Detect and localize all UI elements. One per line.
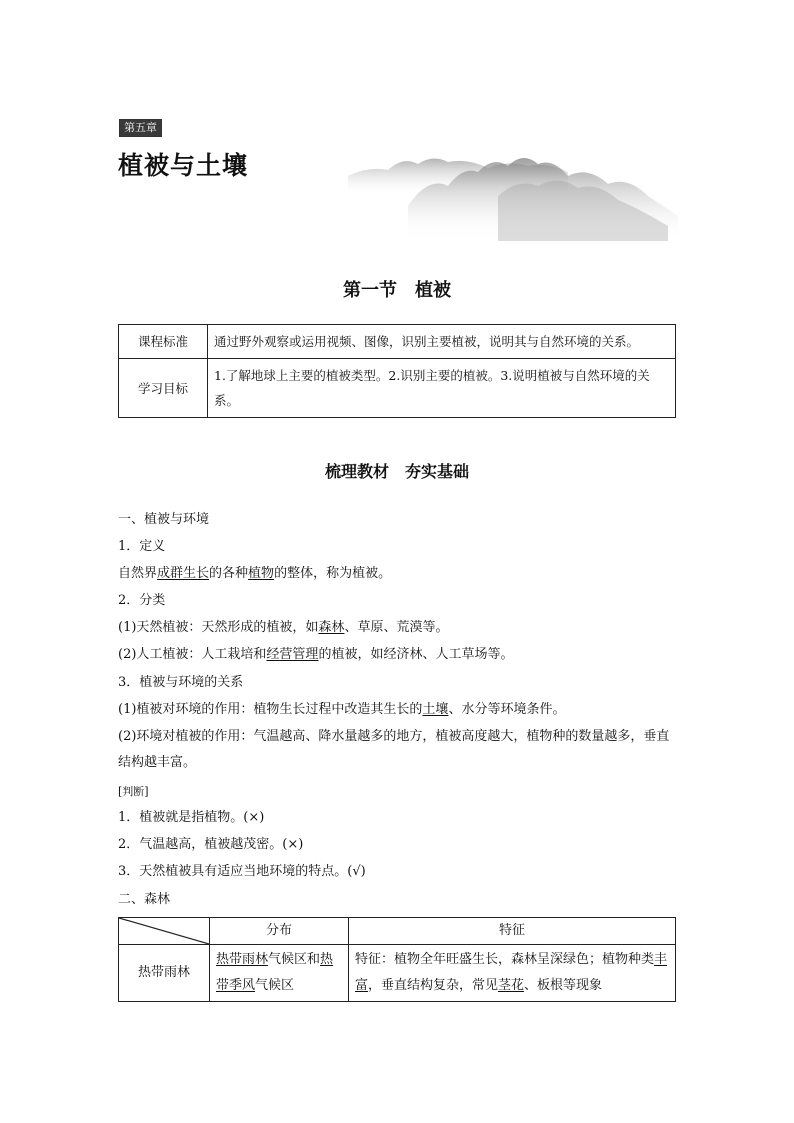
- column-header-features: 特征: [349, 918, 676, 945]
- underlined-term: 植物: [248, 566, 275, 581]
- table-cell-content: 通过野外观察或运用视频、图像，识别主要植被，说明其与自然环境的关系。: [208, 325, 676, 359]
- text: 自然界: [118, 566, 158, 581]
- text: ，垂直结构复杂，常见: [368, 978, 499, 993]
- cell-distribution: [210, 945, 349, 1002]
- underlined-term: 经营管理: [266, 647, 319, 662]
- underlined-term: 热带雨林: [216, 952, 269, 967]
- table-row: [119, 325, 676, 359]
- underlined-term: 森林: [318, 620, 345, 635]
- text: (1)植被对环境的作用：植物生长过程中改造其生长的: [118, 702, 423, 717]
- classification-artificial: [118, 646, 678, 664]
- text: 的各种: [209, 566, 249, 581]
- cell-features: [349, 945, 676, 1002]
- relationship-environment-effect: (2)环境对植被的作用：气温越高、降水量越多的地方，植被高度越大，植物种的数量越多，垂直结构越丰富。: [118, 729, 670, 770]
- underlined-term: 热带季风: [216, 952, 334, 993]
- text: 气候区: [255, 978, 295, 993]
- classification-natural: [118, 619, 678, 637]
- definition-text: [118, 565, 678, 583]
- underlined-term: 丰富: [355, 952, 668, 993]
- heading-forest: 二、森林: [118, 892, 171, 907]
- text: 的整体，称为植被。: [274, 566, 392, 581]
- chapter-title: 植被与土壤: [118, 151, 249, 180]
- table-header-row: [119, 918, 676, 945]
- table-cell-content: 1.了解地球上主要的植被类型。2.识别主要的植被。3.说明植被与自然环境的关系。: [208, 359, 676, 418]
- table-row: [119, 945, 676, 1002]
- text: 气候区和: [268, 952, 321, 967]
- row-label-tropical-rainforest: 热带雨林: [119, 945, 210, 1002]
- forest-table: [118, 917, 676, 1002]
- relationship-vegetation-effect: [118, 701, 678, 719]
- text: (2)人工植被：人工栽培和: [118, 647, 267, 662]
- table-cell-label: 学习目标: [119, 359, 208, 418]
- text: 特征：植物全年旺盛生长，森林呈深绿色；植物种类: [355, 952, 655, 967]
- underlined-term: 土壤: [422, 702, 449, 717]
- judge-label: [判断]: [118, 785, 149, 798]
- table-row: [119, 359, 676, 418]
- judge-item-2: 2．气温越高，植被越茂密。(×): [118, 837, 304, 852]
- standards-table: [118, 324, 676, 418]
- table-cell-label: 课程标准: [119, 325, 208, 359]
- judge-item-1: 1．植被就是指植物。(×): [118, 810, 265, 825]
- underlined-term: 成群生长: [157, 566, 210, 581]
- text: 、板根等现象: [524, 978, 603, 993]
- column-header-distribution: 分布: [210, 918, 349, 945]
- section-title: 第一节 植被: [343, 280, 451, 301]
- text: 、水分等环境条件。: [448, 702, 566, 717]
- heading-vegetation-environment: 一、植被与环境: [118, 512, 210, 527]
- diagonal-line: [119, 918, 209, 944]
- subheading-relationship: 3．植被与环境的关系: [118, 675, 244, 690]
- underlined-term: 茎花: [498, 978, 525, 993]
- text: (1)天然植被：天然形成的植被，如: [118, 620, 319, 635]
- chapter-badge: 第五章: [119, 119, 162, 137]
- text: 的植被，如经济林、人工草场等。: [318, 647, 514, 662]
- subheading-definition: 1．定义: [118, 539, 166, 554]
- band-title: 梳理教材 夯实基础: [324, 462, 469, 481]
- subheading-classification: 2．分类: [118, 593, 166, 608]
- mountain-landscape-illustration: [348, 136, 678, 241]
- diagonal-header-cell: [119, 918, 210, 945]
- text: 、草原、荒漠等。: [344, 620, 449, 635]
- judge-item-3: 3．天然植被具有适应当地环境的特点。(√): [118, 864, 366, 879]
